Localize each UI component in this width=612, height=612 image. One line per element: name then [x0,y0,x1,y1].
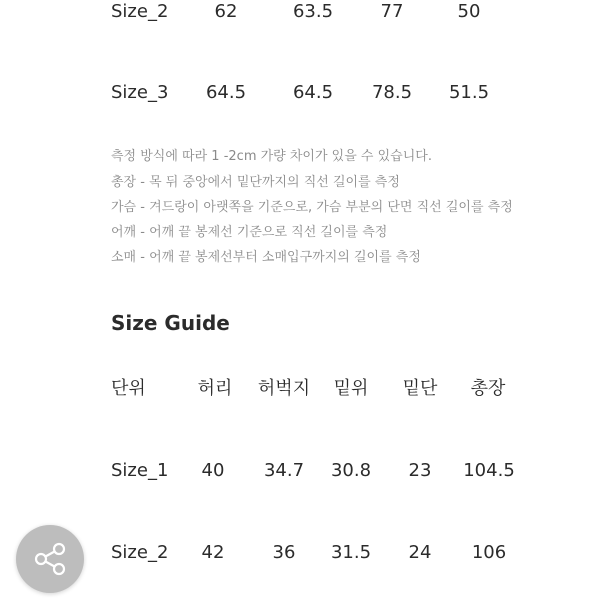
table-cell: 34.7 [263,460,305,481]
measurement-note: 가슴 - 겨드랑이 아랫쪽을 기준으로, 가슴 부분의 단면 직선 길이를 측정 [111,200,513,215]
table-row [0,78,612,108]
measurement-note: 소매 - 어깨 끝 봉제선부터 소매입구까지의 길이를 측정 [111,250,421,265]
column-header: 허벅지 [257,378,311,399]
table-cell: 23 [408,460,432,481]
column-header: 밑위 [333,378,369,399]
table-cell: 24 [408,542,432,563]
table-cell: 64.5 [205,82,247,103]
column-header: 밑단 [402,378,438,399]
size-label: Size_1 [111,460,169,481]
table-cell: 42 [201,542,225,563]
share-button[interactable] [16,525,84,593]
size-guide-title: Size Guide [111,311,230,335]
table-cell: 50 [457,1,481,22]
measurement-note: 어깨 - 어깨 끝 봉제선 기준으로 직선 길이를 측정 [111,225,388,240]
table-header-row [0,374,612,404]
table-cell: 104.5 [463,460,515,481]
table-row [0,538,612,568]
table-cell: 62 [214,1,238,22]
table-cell: 64.5 [292,82,334,103]
table-cell: 36 [272,542,296,563]
table-cell: 40 [201,460,225,481]
table-cell: 77 [380,1,404,22]
table-cell: 106 [471,542,507,563]
table-row [0,456,612,486]
table-cell: 51.5 [448,82,490,103]
table-cell: 30.8 [330,460,372,481]
table-cell: 78.5 [371,82,413,103]
size-label: Size_2 [111,542,169,563]
column-header: 허리 [197,378,233,399]
share-icon [16,525,84,593]
table-cell: 63.5 [292,1,334,22]
size-label: Size_3 [111,82,169,103]
size-label: Size_2 [111,1,169,22]
table-cell: 31.5 [330,542,372,563]
measurement-note: 측정 방식에 따라 1 -2cm 가량 차이가 있을 수 있습니다. [111,149,432,164]
measurement-note: 총장 - 목 뒤 중앙에서 밑단까지의 직선 길이를 측정 [111,175,400,190]
table-row [0,0,612,27]
column-header: 단위 [111,378,146,399]
column-header: 총장 [470,378,506,399]
